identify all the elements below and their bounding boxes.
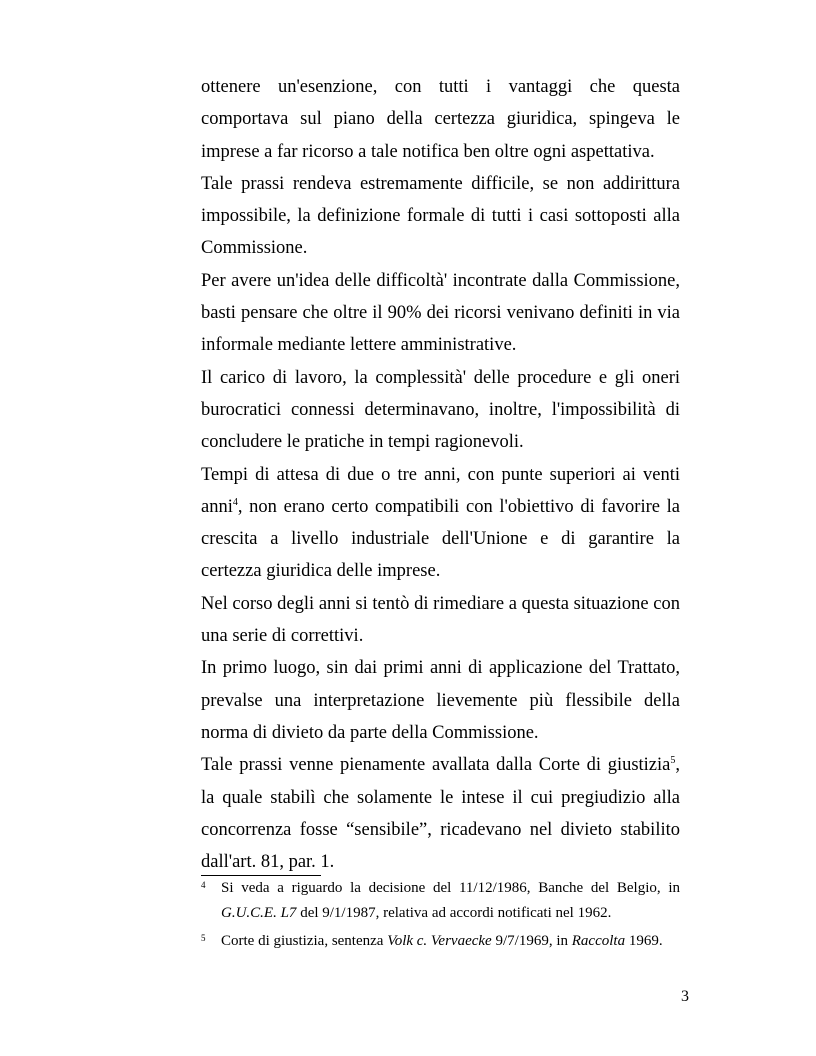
paragraph xyxy=(201,588,680,653)
paragraph-text: ottenere un'esenzione, con tutti i vantaggi che questa comportava sul piano della certezza giuridica, spingeva le imprese a far ricorso a tale notifica ben oltre ogni aspettativa. xyxy=(201,77,680,162)
paragraph-text: In primo luogo, sin dai primi anni di applicazione del Trattato, prevalse una interpretazione lievemente più flessibile della norma di divieto da parte della Commissione. xyxy=(201,658,680,743)
footnote-text-part: del 9/1/1987, relativa ad accordi notificati nel 1962. xyxy=(296,905,612,921)
footnote-text xyxy=(221,880,680,921)
paragraph xyxy=(201,168,680,265)
footnote-text-part: Si veda a riguardo la decisione del 11/12/1986, Banche del Belgio, in xyxy=(221,880,680,896)
page-number: 3 xyxy=(681,988,689,1005)
footnote-text-part: Corte di giustizia, sentenza xyxy=(221,933,388,949)
paragraph-text: Nel corso degli anni si tentò di rimediare a questa situazione con una serie di correttivi. xyxy=(201,593,680,647)
paragraph-text: , la quale stabilì che solamente le intese il cui pregiudizio alla concorrenza fosse “sensibile”, ricadevano nel divieto stabilito dall'art. 81, par. 1. xyxy=(201,755,680,873)
main-text xyxy=(201,71,680,878)
footnote-case-name: Volk c. Vervaecke xyxy=(387,933,492,949)
paragraph-text: Tempi di attesa di due o tre anni, con punte superiori ai venti anni xyxy=(201,464,680,517)
footnote-number: 5 xyxy=(201,933,206,943)
footnote-source: Raccolta xyxy=(571,933,626,949)
paragraph xyxy=(201,652,680,749)
paragraph xyxy=(201,265,680,362)
paragraph-text: Per avere un'idea delle difficoltà' incontrate dalla Commissione, basti pensare che oltre il 90% dei ricorsi venivano definiti in via informale mediante lettere amministrative. xyxy=(201,270,680,356)
paragraph xyxy=(201,71,680,168)
paragraph xyxy=(201,459,680,588)
footnote-reference[interactable]: 4 xyxy=(232,496,238,508)
footnote-citation: G.U.C.E. L7 xyxy=(221,905,297,921)
footnote xyxy=(201,929,680,954)
footnotes xyxy=(201,876,680,957)
paragraph-text: , non erano certo compatibili con l'obiettivo di favorire la crescita a livello industriale dell'Unione e di garantire la certezza giuridica delle imprese. xyxy=(201,496,680,582)
footnote-number: 4 xyxy=(201,880,206,890)
paragraph-text: Tale prassi venne pienamente avallata dalla Corte di giustizia xyxy=(201,755,671,776)
paragraph xyxy=(201,749,680,878)
paragraph xyxy=(201,362,680,459)
footnote-reference[interactable]: 5 xyxy=(670,755,676,767)
footnote xyxy=(201,876,680,926)
footnote-text-part: 1969. xyxy=(625,933,663,949)
paragraph-text: Il carico di lavoro, la complessità' delle procedure e gli oneri burocratici connessi determinavano, inoltre, l'impossibilità di concludere le pratiche in tempi ragionevoli. xyxy=(201,367,680,453)
paragraph-text: Tale prassi rendeva estremamente difficile, se non addirittura impossibile, la definizione formale di tutti i casi sottoposti alla Commissione. xyxy=(201,173,680,259)
footnote-text xyxy=(221,933,663,949)
footnote-text-part: 9/7/1969, in xyxy=(491,933,572,949)
